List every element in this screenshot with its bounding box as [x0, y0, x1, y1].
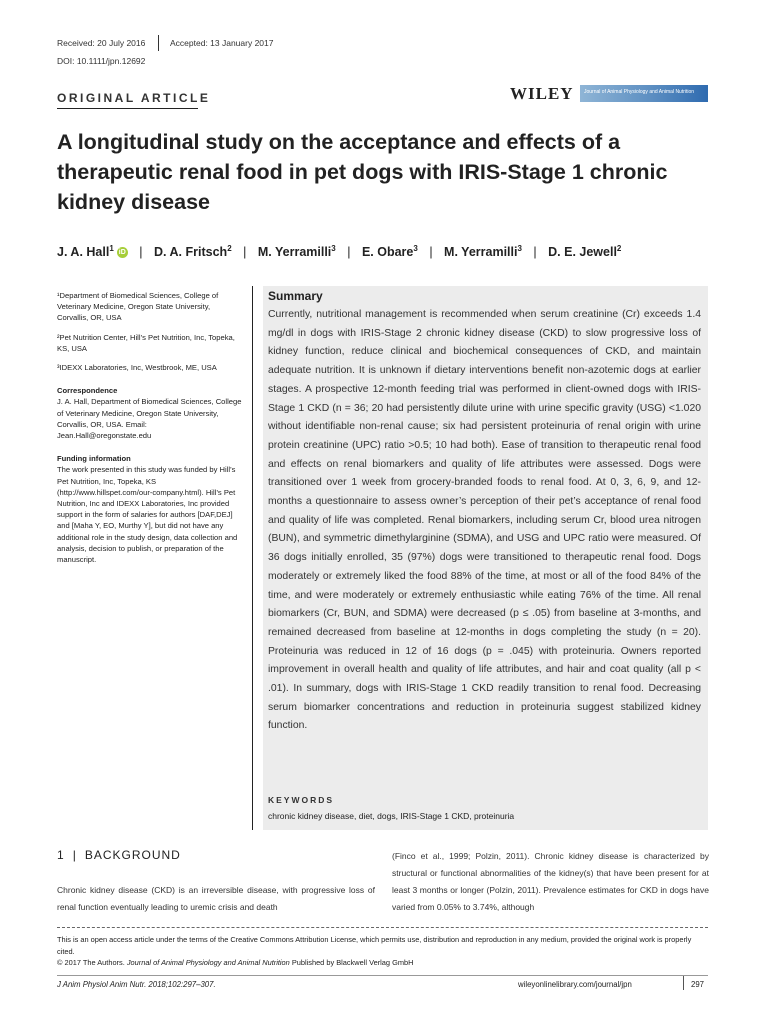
author-separator: | [533, 245, 537, 260]
body-text-right: (Finco et al., 1999; Polzin, 2011). Chronic kidney disease is characterized by structural or functional abnormalities of the kidney(s) that have been present for at least 3 months or longer (Polzin, 2011). Prevalence estimates for CKD in dogs have varied from 0.05% to 3.74%, although [392, 851, 709, 912]
copyright-journal: Journal of Animal Physiology and Animal Nutrition [126, 958, 290, 967]
keywords-text: chronic kidney disease, diet, dogs, IRIS-Stage 1 CKD, proteinuria [268, 811, 515, 821]
header-divider [158, 35, 159, 51]
funding-info [57, 453, 242, 565]
author-affiliation-mark: 3 [331, 244, 336, 253]
summary-heading: Summary [268, 289, 323, 303]
author-name[interactable]: J. A. Hall [57, 245, 110, 260]
affiliation: ¹Department of Biomedical Sciences, College of Veterinary Medicine, Oregon State University, Corvallis, OR, USA [57, 291, 219, 323]
copyright-line [57, 957, 707, 969]
author-affiliation-mark: 2 [616, 244, 622, 253]
section-heading-background [57, 848, 181, 862]
correspondence [57, 385, 242, 441]
license-text: This is an open access article under the terms of the Creative Commons Attribution License, which permits use, distribution and reproduction in any medium, provided the original work is properly cited. [57, 935, 692, 956]
license-divider [57, 927, 708, 928]
publisher-logo: WILEY [510, 84, 574, 103]
received-date: Received: 20 July 2016 [57, 38, 146, 48]
author-affiliation-mark: 3 [517, 244, 522, 253]
author-separator: | [347, 245, 351, 260]
author-name[interactable]: D. E. Jewell [548, 245, 617, 260]
copyright-prefix: © 2017 The Authors. [57, 958, 127, 967]
section-title: BACKGROUND [84, 848, 181, 862]
footer-divider [57, 975, 708, 976]
journal-banner-text: Journal of Animal Physiology and Animal Nutrition [584, 89, 695, 95]
body-text-left: Chronic kidney disease (CKD) is an irreversible disease, with progressive loss of renal function eventually leading to uremic crisis and death [57, 885, 375, 912]
footer-separator [683, 976, 684, 990]
author-separator: | [429, 245, 433, 260]
accepted-date: Accepted: 13 January 2017 [170, 38, 274, 48]
section-separator: | [72, 848, 77, 862]
keywords-heading: KEYWORDS [268, 795, 335, 805]
author-affiliation-mark: 1 [109, 244, 114, 253]
footer-url[interactable]: wileyonlinelibrary.com/journal/jpn [518, 980, 632, 989]
column-divider [252, 286, 253, 830]
journal-banner-logo [580, 85, 708, 102]
section-number: 1 [57, 848, 65, 862]
author-separator: | [243, 245, 247, 260]
author-list [57, 244, 727, 259]
license-notice [57, 934, 707, 969]
page-number: 297 [691, 980, 705, 989]
author-name[interactable]: M. Yerramilli [257, 245, 332, 260]
author-name[interactable]: D. A. Fritsch [154, 245, 228, 260]
author-affiliation-mark: 3 [413, 244, 418, 253]
funding-heading: Funding information [57, 454, 131, 464]
correspondence-text: J. A. Hall, Department of Biomedical Sciences, College of Veterinary Medicine, Oregon State University, Corvallis, OR, USA. Email: Jean.Hall@oregonstate.edu [57, 397, 242, 441]
footer-citation: J Anim Physiol Anim Nutr. 2018;102:297–307. [57, 980, 216, 989]
copyright-suffix: Published by Blackwell Verlag GmbH [289, 958, 414, 967]
funding-text: The work presented in this study was funded by Hill’s Pet Nutrition, Inc, Topeka, KS (http://www.hillspet.com/our-company.html). Hill’s Pet Nutrition, Inc and IDEXX Laboratories, Inc provided support in the form of salaries for authors [DAF,DEJ] and [Maha Y, EO, Murthy Y], but did not have any additional role in the study design, data collection and analysis, decision to publish, or preparation of the manuscript. [57, 465, 238, 565]
orcid-icon[interactable]: iD [118, 249, 126, 257]
affiliation: ³IDEXX Laboratories, Inc, Westbrook, ME, USA [57, 363, 217, 373]
article-type-underline [57, 108, 198, 109]
affiliation: ²Pet Nutrition Center, Hill’s Pet Nutrition, Inc, Topeka, KS, USA [57, 332, 235, 353]
author-name[interactable]: M. Yerramilli [444, 245, 518, 260]
author-affiliation-mark: 2 [227, 244, 232, 253]
author-name[interactable]: E. Obare [361, 245, 414, 260]
article-info-column [57, 290, 242, 573]
article-type-label: ORIGINAL ARTICLE [57, 91, 211, 105]
article-title: A longitudinal study on the acceptance and effects of a therapeutic renal food in pet dogs with IRIS-Stage 1 chronic kidney disease [57, 130, 668, 214]
correspondence-heading: Correspondence [57, 386, 118, 396]
author-separator: | [139, 245, 143, 260]
doi-link[interactable]: DOI: 10.1111/jpn.12692 [57, 56, 146, 66]
summary-text: Currently, nutritional management is recommended when serum creatinine (Cr) exceeds 1.4 mg/dl in dogs with IRIS-Stage 2 chronic kidney disease (CKD) to slow progressive loss of kidney function, reduce clinical and biochemical consequences of CKD, and maintain adequate nutrition. It is unknown if dietary interventions benefit non-azotemic dogs at earlier stages. A prospective 12-month feeding trial was performed in client-owned dogs with IRIS-Stage 1 CKD (n = 36; 20 had persistently dilute urine with urine specific gravity (USG) <1.020 without identifiable non-renal cause; six had persistent proteinuria of renal origin with urine protein creatinine (UPC) ratio >0.5; 10 had both). Ease of transition to therapeutic renal food and effects on renal biomarkers and quality of life attributes were assessed. Dogs were transitioned over 1 week from grocery-branded foods to renal food. At 0, 3, 6, 9, and 12-months a questionnaire to assess owner’s perception of their pet’s acceptance of renal food and quality of life was completed. Renal biomarkers, including serum Cr, blood urea nitrogen (BUN), and symmetric dimethylarginine (SDMA), and USG and UPC ratio were measured. Of 36 dogs initially enrolled, 35 (97%) dogs were transitioned to therapeutic renal food. Dogs moderately or extremely liked the food 88% of the time, at most or all of the food 84% of the time, and were moderately or extremely enthusiastic while eating 76% of the time. All renal biomarkers (Cr, BUN, and SDMA) were decreased (p ≤ .05) from baseline at 3-months, and remained decreased from baseline at 12-months in dogs completing the study (n = 20). Proteinuria was reduced in 12 of 16 dogs (p = .045) with proteinuria. Owners reported improvement in overall health and quality of life attributes, and hair and coat quality (all p < .01). In summary, dogs with IRIS-Stage 1 CKD readily transition to renal food. Decreasing serum biomarker concentrations and reduction in proteinuria suggest stabilized kidney function. [268, 309, 701, 732]
